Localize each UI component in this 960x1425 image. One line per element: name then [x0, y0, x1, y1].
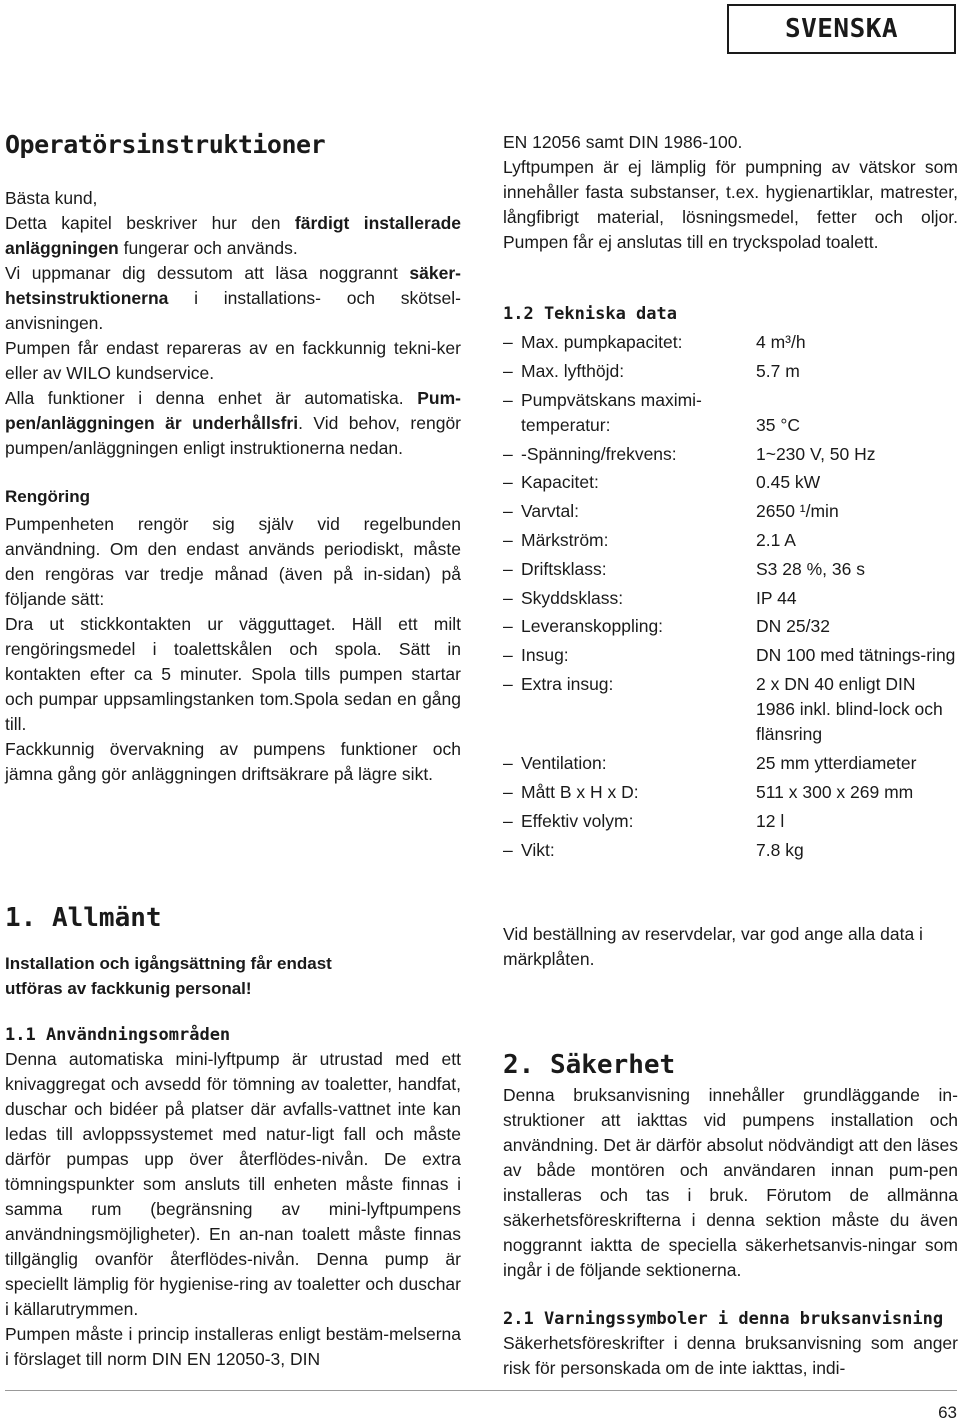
warning-symbols-heading: 2.1 Varningssymboler i denna bruksanvisning	[503, 1309, 944, 1329]
intro-text	[5, 186, 461, 461]
spec-row: – -Spänning/frekvens: 1~230 V, 50 Hz	[503, 443, 876, 464]
cleaning-note: Fackkunnig övervakning av pumpens funktioner och jämna gång gör anläggningen driftsäkrare på lägre sikt.	[5, 739, 461, 784]
general-warning: Installation och igångsättning får endast utföras av fackkunig personal!	[5, 954, 332, 998]
tech-data-heading: 1.2 Tekniska data	[503, 304, 677, 324]
page-title: Operatörsinstruktioner	[5, 130, 326, 159]
spec-row: – Max. pumpkapacitet: 4 m³/h	[503, 332, 806, 352]
intro-paragraph-3: Pumpen får endast repareras av en fackkunnig tekni-ker eller av WILO kundservice.	[5, 338, 461, 383]
spec-row: – Driftsklass: S3 28 %, 36 s	[503, 558, 865, 579]
general-heading: 1. Allmänt	[5, 903, 162, 933]
page-number: 63	[938, 1403, 957, 1422]
cleaning-steps: Dra ut stickkontakten ur vägguttaget. Häll ett milt rengöringsmedel i toalettskålen och spola. Sätt in kontakten efter ca 5 minuter. Spola tills pumpen startar och pumpar uppsamlingstanken tom.Spola sedan en gång till.	[5, 614, 461, 734]
spec-row: – Skyddsklass: IP 44	[503, 587, 797, 608]
spec-row: – Varvtal: 2650 ¹/min	[503, 501, 839, 522]
intro-paragraph-1: Detta kapitel beskriver hur den färdigt installerade anläggningen fungerar och används.	[5, 213, 461, 258]
spec-row: – Leveranskoppling: DN 25/32	[503, 616, 830, 637]
suitability-text: Lyftpumpen är ej lämplig för pumpning av vätskor som innehåller fasta substanser, t.ex. hygienartiklar, matrester, långfibrigt material, lösningsmedel, fetter och oljor. Pumpen får ej anslutas till en tryckspolad toalett.	[503, 157, 958, 252]
usage-text	[5, 1047, 461, 1372]
spec-row: – Mått B x H x D: 511 x 300 x 269 mm	[503, 781, 914, 802]
spec-row: – Vikt: 7.8 kg	[503, 839, 804, 860]
spares-note: Vid beställning av reservdelar, var god ange alla data i märkplåten.	[503, 924, 923, 969]
greeting: Bästa kund,	[5, 188, 98, 208]
usage-paragraph-1: Denna automatiska mini-lyftpump är utrustad med ett knivaggregat och avsedd för tömning av toaletter, handfat, duschar och bidéer på platser där avfalls-vattnet inte kan ledas till avloppssystemet med natur-ligt fall och måste därför pumpas upp över återflödes-nivån. De extra tömningspunkter som ansluts till enheten måste finnas i samma rum (begränsning av mini-lyftpumpens användningsmöjligheter). En an-nan toalett måste finnas tillgänglig ovanför återflödes-nivån. Denna pump är speciellt lämplig för hygienise-ring av toaletter och duschar i källarutrymmen.	[5, 1049, 461, 1319]
spec-row: – Kapacitet: 0.45 kW	[503, 472, 821, 493]
usage-heading: 1.1 Användningsområden	[5, 1025, 231, 1045]
intro-paragraph-4: Alla funktioner i denna enhet är automatiska. Pum-pen/anläggningen är underhållsfri. Vid behov, rengör pumpen/anläggningen enligt instruktionerna nedan.	[5, 388, 461, 458]
safety-heading: 2. Säkerhet	[503, 1050, 676, 1080]
spec-row: – Max. lyfthöjd: 5.7 m	[503, 360, 800, 381]
cleaning-text	[5, 512, 461, 787]
warning-symbols-text: Säkerhetsföreskrifter i denna bruksanvisning som anger risk för personskada om de inte iakttas, indi-	[503, 1333, 958, 1378]
spec-row: – Extra insug: 2 x DN 40 enligt DIN 1986 inkl. blind-lock och flänsring	[503, 674, 943, 745]
intro-paragraph-2: Vi uppmanar dig dessutom att läsa noggrannt säker-hetsinstruktionerna i installations- och skötsel-anvisningen.	[5, 263, 461, 333]
continued-text: EN 12056 samt DIN 1986-100.	[503, 132, 743, 152]
spec-row: – Pumpvätskans maximi-temperatur: 35 °C	[503, 389, 800, 435]
cleaning-intro: Pumpenheten rengör sig själv vid regelbunden användning. Om den endast används periodiskt, måste den rengöras var tredje månad (även på in-sidan) på följande sätt:	[5, 514, 461, 609]
cleaning-heading: Rengöring	[5, 487, 90, 506]
spec-row: – Effektiv volym: 12 l	[503, 810, 785, 831]
tech-data-list	[503, 328, 958, 864]
spec-row: – Ventilation: 25 mm ytterdiameter	[503, 753, 917, 774]
language-label: SVENSKA	[727, 4, 956, 54]
spec-row: – Märkström: 2.1 A	[503, 529, 796, 550]
usage-paragraph-2: Pumpen måste i princip installeras enligt bestäm-melserna i förslaget till norm DIN EN 12050-3, DIN	[5, 1324, 461, 1369]
safety-text: Denna bruksanvisning innehåller grundläggande in-struktioner att iakttas vid pumpens installation och användning. Det är därför absolut nödvändigt att den läses av både montören och användaren innan pum-pen installeras och tas i bruk. Förutom de allmänna säkerhetsföreskrifterna i denna sektion måste du även noggrannt iakttа de speciella säkerhetsanvis-ningar som ingår i de följande sektionerna.	[503, 1085, 958, 1280]
footer-divider	[5, 1390, 957, 1391]
spec-row: – Insug: DN 100 med tätnings-ring	[503, 645, 956, 666]
